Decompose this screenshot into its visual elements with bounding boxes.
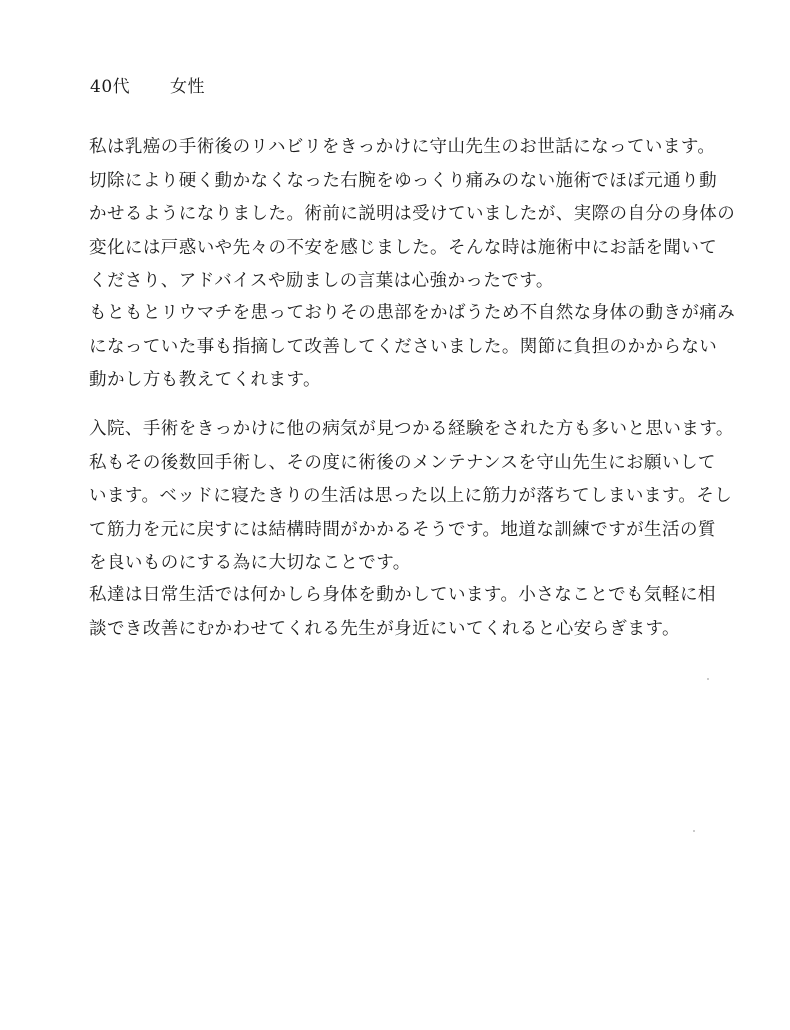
paragraph-rheumatism bbox=[89, 297, 736, 398]
text-line: 私は乳癌の手術後のリハビリをきっかけに守山先生のお世話になっています。 bbox=[89, 137, 716, 157]
age-label: 40代 bbox=[90, 77, 131, 97]
text-line: 変化には戸惑いや先々の不安を感じました。そんな時は施術中にお話を聞いて bbox=[89, 237, 718, 258]
text-line: 動かし方も教えてくれます。 bbox=[89, 370, 321, 390]
gender-label: 女性 bbox=[170, 77, 206, 97]
text-line: になっていた事も指摘して改善してくださいました。関節に負担のかからない bbox=[89, 336, 718, 357]
text-line: かせるようになりました。術前に説明は受けていましたが、実際の自分の身体の bbox=[89, 204, 736, 224]
text-line: もともとリウマチを患っておりその患部をかばうため不自然な身体の動きが痛み bbox=[89, 303, 736, 323]
text-line: て筋力を元に戻すには結構時間がかかるそうです。地道な訓練ですが生活の質 bbox=[89, 519, 716, 540]
text-line: 切除により硬く動かなくなった右腕をゆっくり痛みのない施術でほぼ元通り動 bbox=[89, 170, 718, 191]
text-line: を良いものにする為に大切なことです。 bbox=[89, 553, 411, 573]
text-line: 私達は日常生活では何かしら身体を動かしています。小さなことでも気軽に相 bbox=[89, 585, 716, 605]
paragraph-daily-life bbox=[89, 579, 714, 646]
text-line: 入院、手術をきっかけに他の病気が見つかる経験をされた方も多いと思います。 bbox=[89, 419, 734, 439]
paragraph-hospitalization bbox=[89, 413, 734, 581]
text-line: います。ベッドに寝たきりの生活は思った以上に筋力が落ちてしまいます。そし bbox=[89, 486, 733, 506]
text-line: 談でき改善にむかわせてくれる先生が身近にいてくれると心安らぎます。 bbox=[89, 618, 680, 639]
text-line: 私もその後数回手術し、その度に術後のメンテナンスを守山先生にお願いして bbox=[89, 452, 716, 473]
text-line: くださり、アドバイスや励ましの言葉は心強かったです。 bbox=[89, 271, 554, 291]
paragraph-rehabilitation bbox=[89, 131, 736, 299]
scan-speck bbox=[707, 678, 709, 680]
scan-speck bbox=[693, 830, 695, 832]
respondent-header bbox=[90, 76, 205, 98]
